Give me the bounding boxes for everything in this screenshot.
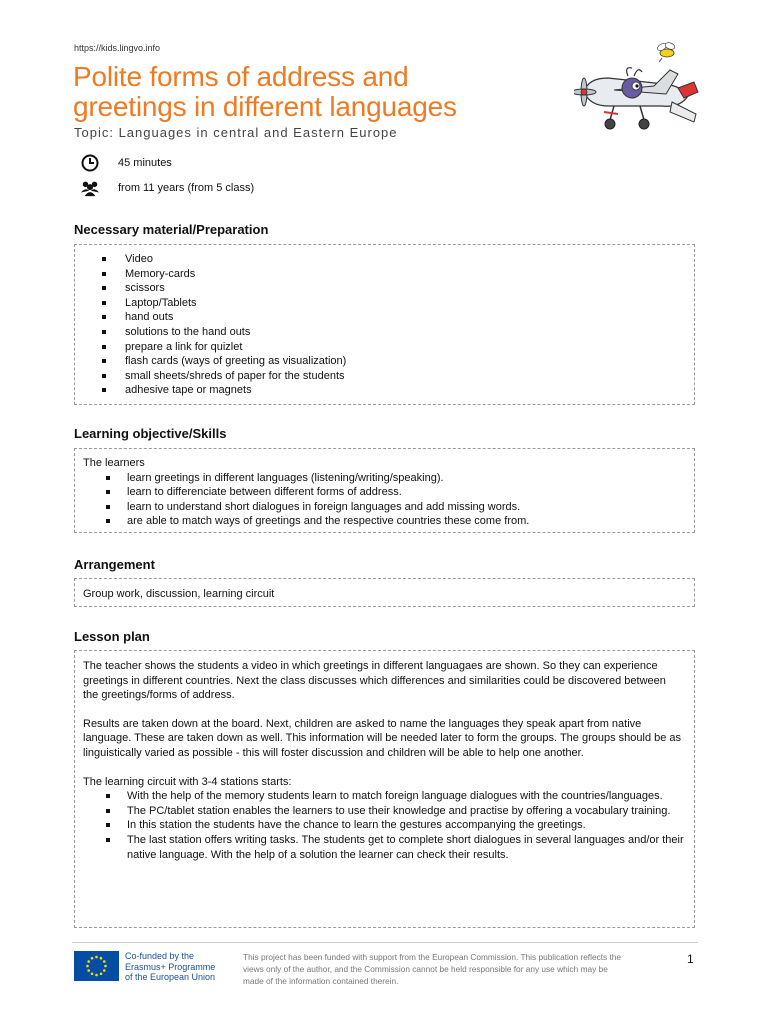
lesson-stations-list bbox=[83, 789, 684, 862]
objectives-intro: The learners bbox=[83, 457, 145, 469]
list-item: Laptop/Tablets bbox=[75, 296, 694, 311]
materials-box bbox=[74, 244, 695, 405]
title-line-1: Polite forms of address and bbox=[73, 61, 409, 92]
list-item: learn to understand short dialogues in foreign languages and add missing words. bbox=[83, 500, 694, 515]
eu-star-icon bbox=[87, 969, 90, 972]
clock-icon bbox=[80, 153, 100, 173]
eu-line-2: Erasmus+ Programme bbox=[125, 961, 216, 972]
list-item: adhesive tape or magnets bbox=[75, 383, 694, 398]
eu-star-icon bbox=[103, 960, 106, 963]
arrangement-box bbox=[74, 578, 695, 607]
bee-icon bbox=[656, 41, 676, 62]
duration-text: 45 minutes bbox=[118, 157, 172, 169]
list-item: are able to match ways of greetings and the respective countries these come from. bbox=[83, 514, 694, 529]
eu-star-icon bbox=[91, 957, 94, 960]
group-icon bbox=[80, 178, 100, 198]
eu-star-icon bbox=[86, 965, 89, 968]
lesson-paragraph-3: The learning circuit with 3-4 stations starts: bbox=[83, 775, 292, 788]
materials-list bbox=[75, 252, 694, 398]
list-item: The last station offers writing tasks. The students get to complete short dialogues in several languages and/or their native language. With the help of a solution the learner can check their results. bbox=[83, 833, 684, 862]
page-number: 1 bbox=[687, 952, 694, 966]
funding-disclaimer: This project has been funded with support from the European Commission. This publication reflects the views only of the author, and the Commission cannot be held responsible for any use which may be made of the information contained therein. bbox=[243, 952, 622, 986]
age-text: from 11 years (from 5 class) bbox=[118, 182, 255, 194]
objectives-heading: Learning objective/Skills bbox=[74, 426, 227, 441]
topic-subtitle: Topic: Languages in central and Eastern Europe bbox=[74, 125, 398, 140]
eu-star-icon bbox=[100, 957, 103, 960]
list-item: Memory-cards bbox=[75, 267, 694, 282]
airplane-icon bbox=[574, 68, 698, 129]
footer-divider bbox=[72, 942, 698, 943]
age-row bbox=[80, 178, 254, 198]
source-url: https://kids.lingvo.info bbox=[74, 43, 161, 53]
eu-star-icon bbox=[95, 974, 98, 977]
eu-star-icon bbox=[87, 960, 90, 963]
list-item: The PC/tablet station enables the learners to use their knowledge and practise by offering a vocabulary training. bbox=[83, 804, 684, 819]
eu-star-icon bbox=[104, 965, 107, 968]
eu-line-3: of the European Union bbox=[125, 972, 216, 982]
lesson-paragraph-2: Results are taken down at the board. Next, children are asked to name the languages they speak apart from native language. These are taken down as well. This information will be needed later to form the groups. The groups should be as linguistically varied as possible - this will foster discussion and children will be able to help one another. bbox=[83, 717, 682, 759]
eu-line-1: Co-funded by the bbox=[125, 951, 195, 961]
arrangement-heading: Arrangement bbox=[74, 557, 155, 572]
list-item: In this station the students have the chance to learn the gestures accompanying the greetings. bbox=[83, 818, 684, 833]
lesson-box bbox=[74, 650, 695, 928]
lesson-paragraph-1: The teacher shows the students a video in which greetings in different languagaes are shown. So they can experience greetings in different countries. Next the class discusses which differences and similarities could be discovered between the greetings/forms of address. bbox=[83, 660, 666, 702]
title-line-2: greetings in different languages bbox=[73, 91, 457, 122]
objectives-list bbox=[83, 471, 694, 529]
eu-star-icon bbox=[103, 969, 106, 972]
list-item: hand outs bbox=[75, 310, 694, 325]
objectives-box bbox=[74, 448, 695, 533]
eu-cofunded-text bbox=[125, 951, 215, 983]
page-title bbox=[73, 62, 457, 122]
eu-star-icon bbox=[95, 956, 98, 959]
list-item: small sheets/shreds of paper for the students bbox=[75, 369, 694, 384]
duration-row bbox=[80, 153, 172, 173]
list-item: learn greetings in different languages (listening/writing/speaking). bbox=[83, 471, 694, 486]
list-item: learn to differenciate between different forms of address. bbox=[83, 485, 694, 500]
lesson-heading: Lesson plan bbox=[74, 629, 150, 644]
arrangement-text: Group work, discussion, learning circuit bbox=[83, 588, 275, 600]
eu-flag-logo bbox=[74, 951, 119, 981]
list-item: prepare a link for quizlet bbox=[75, 340, 694, 355]
list-item: solutions to the hand outs bbox=[75, 325, 694, 340]
eu-star-icon bbox=[91, 972, 94, 975]
list-item: scissors bbox=[75, 281, 694, 296]
list-item: Video bbox=[75, 252, 694, 267]
materials-heading: Necessary material/Preparation bbox=[74, 222, 269, 237]
eu-star-icon bbox=[100, 972, 103, 975]
list-item: With the help of the memory students learn to match foreign language dialogues with the countries/languages. bbox=[83, 789, 684, 804]
list-item: flash cards (ways of greeting as visualization) bbox=[75, 354, 694, 369]
airplane-mascot-illustration bbox=[574, 40, 702, 140]
